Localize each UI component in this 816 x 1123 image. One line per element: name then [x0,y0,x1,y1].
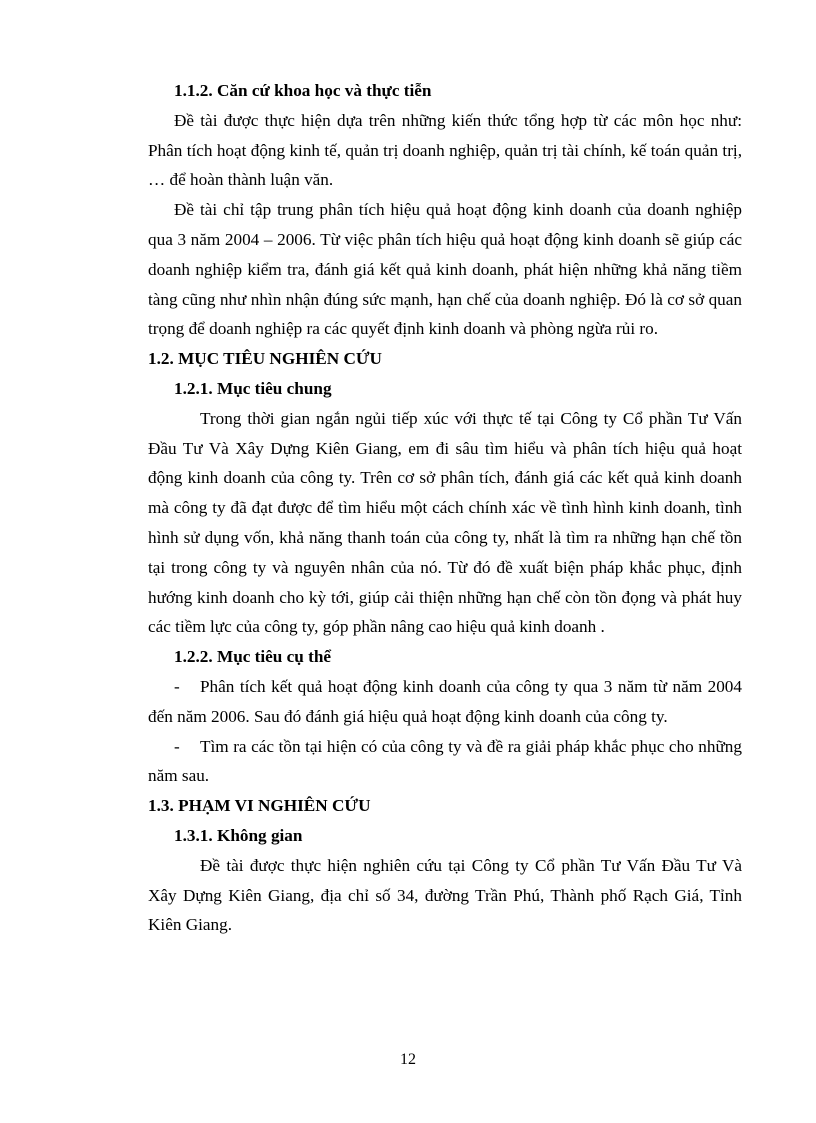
list-item-text: Tìm ra các tồn tại hiện có của công ty và đề ra giải pháp khắc phục cho những năm sau. [148,736,742,786]
list-item [148,732,742,792]
list-item-text: Phân tích kết quả hoạt động kinh doanh của công ty qua 3 năm từ năm 2004 đến năm 2006. Sau đó đánh giá hiệu quả hoạt động kinh doanh của công ty. [148,676,742,726]
heading-1-3: 1.3. PHẠM VI NGHIÊN CỨU [148,796,371,816]
heading-1-2-1: 1.2.1. Mục tiêu chung [174,378,332,398]
list-item [148,672,742,732]
list-dash: - [174,676,180,696]
heading-1-3-1: 1.3.1. Không gian [174,825,303,845]
page-number: 12 [400,1051,416,1068]
document-body [148,76,742,940]
paragraph-basis-1: Đề tài được thực hiện dựa trên những kiến thức tổng hợp từ các môn học như: Phân tích hoạt động kinh tế, quản trị doanh nghiệp, quản trị tài chính, kế toán quản trị, … để hoàn thành luận văn. [148,110,742,190]
paragraph-space-scope: Đề tài được thực hiện nghiên cứu tại Công ty Cổ phần Tư Vấn Đầu Tư Và Xây Dựng Kiên Giang, địa chỉ số 34, đường Trần Phú, Thành phố Rạch Giá, Tỉnh Kiên Giang. [148,855,742,935]
list-dash: - [174,736,180,756]
heading-1-1-2: 1.1.2. Căn cứ khoa học và thực tiễn [174,81,432,100]
heading-1-2: 1.2. MỤC TIÊU NGHIÊN CỨU [148,349,382,369]
paragraph-general-objective: Trong thời gian ngắn ngủi tiếp xúc với thực tế tại Công ty Cổ phần Tư Vấn Đầu Tư Và Xây Dựng Kiên Giang, em đi sâu tìm hiểu và phân tích hiệu quả hoạt động kinh doanh của công ty. Trên cơ sở phân tích, đánh giá các kết quả kinh doanh mà công ty đã đạt được để tìm hiểu một cách chính xác về tình hình kinh doanh, tình hình sử dụng vốn, khả năng thanh toán của công ty, nhất là tìm ra những hạn chế tồn tại trong công ty và nguyên nhân của nó. Từ đó đề xuất biện pháp khắc phục, định hướng kinh doanh cho kỳ tới, giúp cải thiện những hạn chế còn tồn đọng và phát huy các tiềm lực của công ty, góp phần nâng cao hiệu quả kinh doanh . [148,408,742,637]
heading-1-2-2: 1.2.2. Mục tiêu cụ thể [174,647,332,667]
paragraph-basis-2: Đề tài chỉ tập trung phân tích hiệu quả hoạt động kinh doanh của doanh nghiệp qua 3 năm 2004 – 2006. Từ việc phân tích hiệu quả hoạt động kinh doanh sẽ giúp các doanh nghiệp kiểm tra, đánh giá kết quả kinh doanh, phát hiện những khả năng tiềm tàng cũng như nhìn nhận đúng sức mạnh, hạn chế của doanh nghiệp. Đó là cơ sở quan trọng để doanh nghiệp ra các quyết định kinh doanh và phòng ngừa rủi ro. [148,200,742,339]
